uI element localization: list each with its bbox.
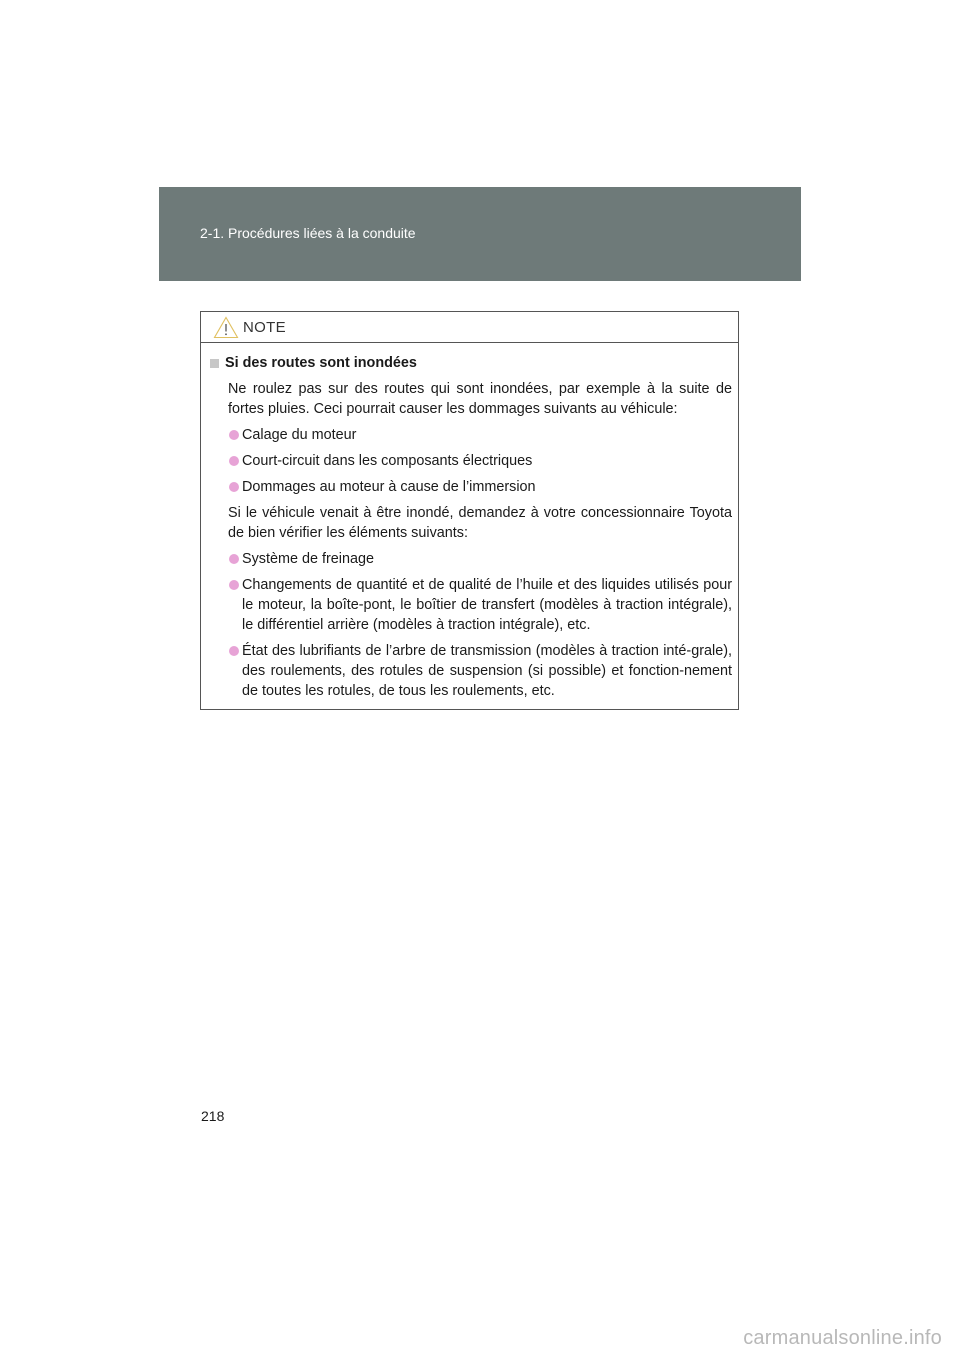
note-label: NOTE [243, 319, 286, 336]
list-item [210, 451, 732, 471]
list-item-text: Court-circuit dans les composants électriques [242, 453, 533, 469]
list-item-text: Système de freinage [242, 551, 374, 567]
list-item-text: État des lubrifiants de l’arbre de transmission (modèles à traction inté-grale), des roulements, des rotules de suspension (si possible) et fonction-nement de toutes les rotules, de tous les roulements, etc. [242, 643, 732, 699]
square-bullet-icon [210, 359, 219, 368]
page-number: 218 [201, 1108, 225, 1124]
list-item [210, 641, 732, 701]
list-item-text: Changements de quantité et de qualité de l’huile et des liquides utilisés pour le moteur, la boîte-pont, le boîtier de transfert (modèles à traction intégrale), le différentiel arrière (modèles à traction intégrale), etc. [242, 577, 732, 633]
bullet-dot-icon [229, 482, 239, 492]
watermark: carmanualsonline.info [743, 1327, 942, 1349]
section-title: 2-1. Procédures liées à la conduite [200, 225, 416, 241]
note-header [201, 312, 738, 343]
bullet-dot-icon [229, 646, 239, 656]
warning-triangle-icon [213, 316, 239, 339]
list-item [210, 575, 732, 635]
note-heading: Si des routes sont inondées [225, 355, 417, 371]
list-item [210, 477, 732, 497]
bullet-dot-icon [229, 554, 239, 564]
note-box [200, 311, 739, 710]
note-heading-row [210, 353, 732, 373]
list-item [210, 549, 732, 569]
intro-paragraph: Ne roulez pas sur des routes qui sont inondées, par exemple à la suite de fortes pluies. Ceci pourrait causer les dommages suivants au véhicule: [228, 381, 732, 417]
section-header-band [159, 187, 801, 281]
bullet-dot-icon [229, 456, 239, 466]
followup-paragraph: Si le véhicule venait à être inondé, demandez à votre concessionnaire Toyota de bien vérifier les éléments suivants: [228, 505, 732, 541]
list-item-text: Dommages au moteur à cause de l’immersion [242, 479, 536, 495]
list-item-text: Calage du moteur [242, 427, 357, 443]
list-item [210, 425, 732, 445]
note-body [201, 343, 738, 701]
bullet-dot-icon [229, 580, 239, 590]
bullet-dot-icon [229, 430, 239, 440]
